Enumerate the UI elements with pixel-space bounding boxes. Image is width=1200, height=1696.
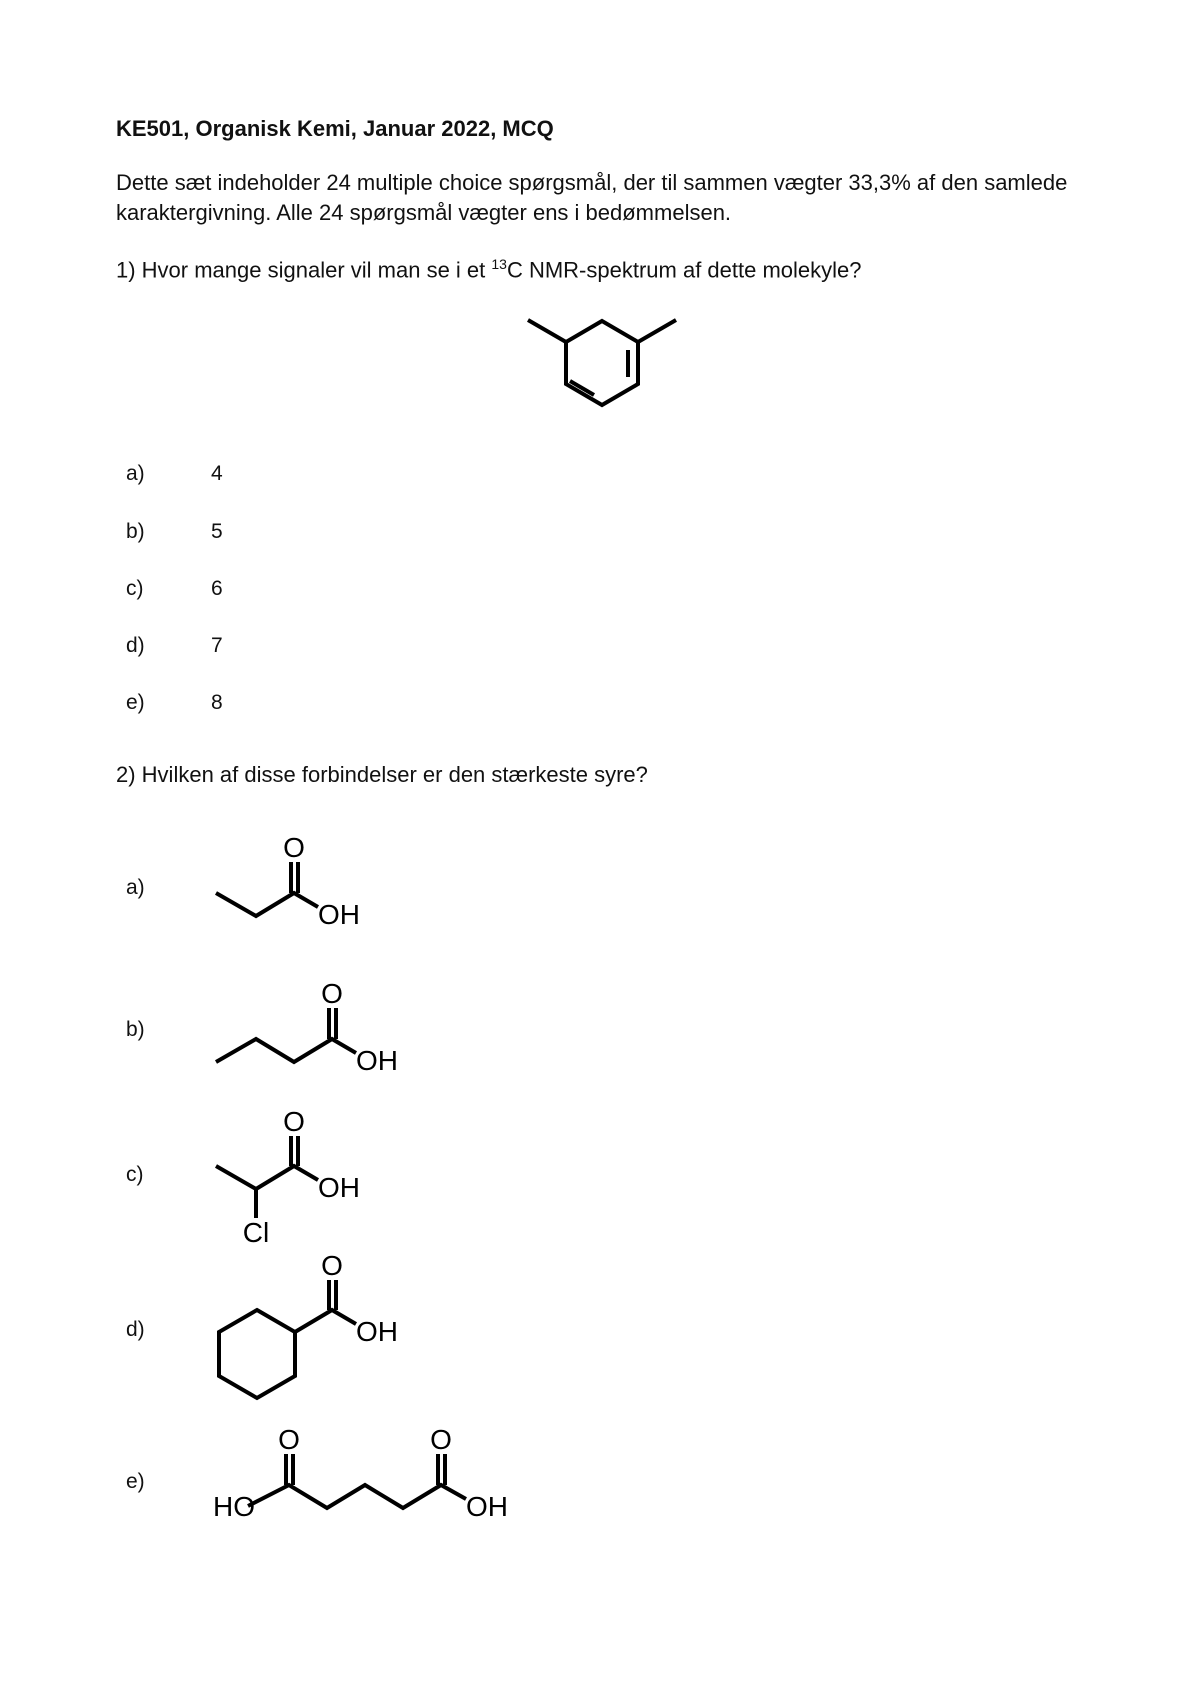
- question-1: [116, 256, 862, 283]
- q2-option-d-structure: [210, 1248, 420, 1418]
- question-1-superscript: 13: [491, 256, 507, 272]
- hydroxyl-label: OH: [318, 899, 360, 930]
- question-1-prefix: 1) Hvor mange signaler vil man se i et: [116, 257, 492, 283]
- question-2: 2) Hvilken af disse forbindelser er den stærkeste syre?: [116, 762, 648, 787]
- hydroxyl-label-left: HO: [213, 1491, 255, 1522]
- m-xylene-structure: [510, 305, 700, 420]
- q2-option-a-letter: a): [126, 876, 145, 899]
- q1-option-b-letter: b): [126, 520, 145, 543]
- q2-option-e-letter: e): [126, 1470, 145, 1493]
- q1-option-c-value: 6: [211, 577, 223, 600]
- q2-option-b-structure: [210, 972, 420, 1082]
- oxygen-label: O: [283, 1106, 305, 1137]
- q1-option-a-value: 4: [211, 462, 223, 485]
- q2-option-d-letter: d): [126, 1318, 145, 1341]
- q2-option-e-structure: [210, 1418, 530, 1538]
- chlorine-label: Cl: [242, 1217, 270, 1248]
- q1-option-a-letter: a): [126, 462, 145, 485]
- q2-option-c-letter: c): [126, 1163, 144, 1186]
- q2-option-a-structure: [210, 830, 390, 940]
- hydroxyl-label: OH: [356, 1316, 398, 1347]
- oxygen-label: O: [283, 832, 305, 863]
- oxygen-label: O: [321, 978, 343, 1009]
- intro-paragraph: Dette sæt indeholder 24 multiple choice spørgsmål, der til sammen vægter 33,3% af den samlede karaktergivning. Alle 24 spørgsmål vægter ens i bedømmelsen.: [116, 170, 1068, 225]
- q1-option-e-value: 8: [211, 691, 223, 714]
- oxygen-label-right: O: [430, 1424, 452, 1455]
- hydroxyl-label-right: OH: [466, 1491, 508, 1522]
- hydroxyl-label: OH: [318, 1172, 360, 1203]
- q1-option-d-value: 7: [211, 634, 223, 657]
- oxygen-label-left: O: [278, 1424, 300, 1455]
- q1-option-e-letter: e): [126, 691, 145, 714]
- q2-option-b-letter: b): [126, 1018, 145, 1041]
- q1-option-d-letter: d): [126, 634, 145, 657]
- question-1-suffix: C NMR-spektrum af dette molekyle?: [506, 257, 862, 283]
- hydroxyl-label: OH: [356, 1045, 398, 1076]
- q1-option-c-letter: c): [126, 577, 144, 600]
- page-title: KE501, Organisk Kemi, Januar 2022, MCQ: [116, 116, 554, 141]
- q1-option-b-value: 5: [211, 520, 223, 543]
- oxygen-label: O: [321, 1250, 343, 1281]
- q2-option-c-structure: [210, 1100, 390, 1250]
